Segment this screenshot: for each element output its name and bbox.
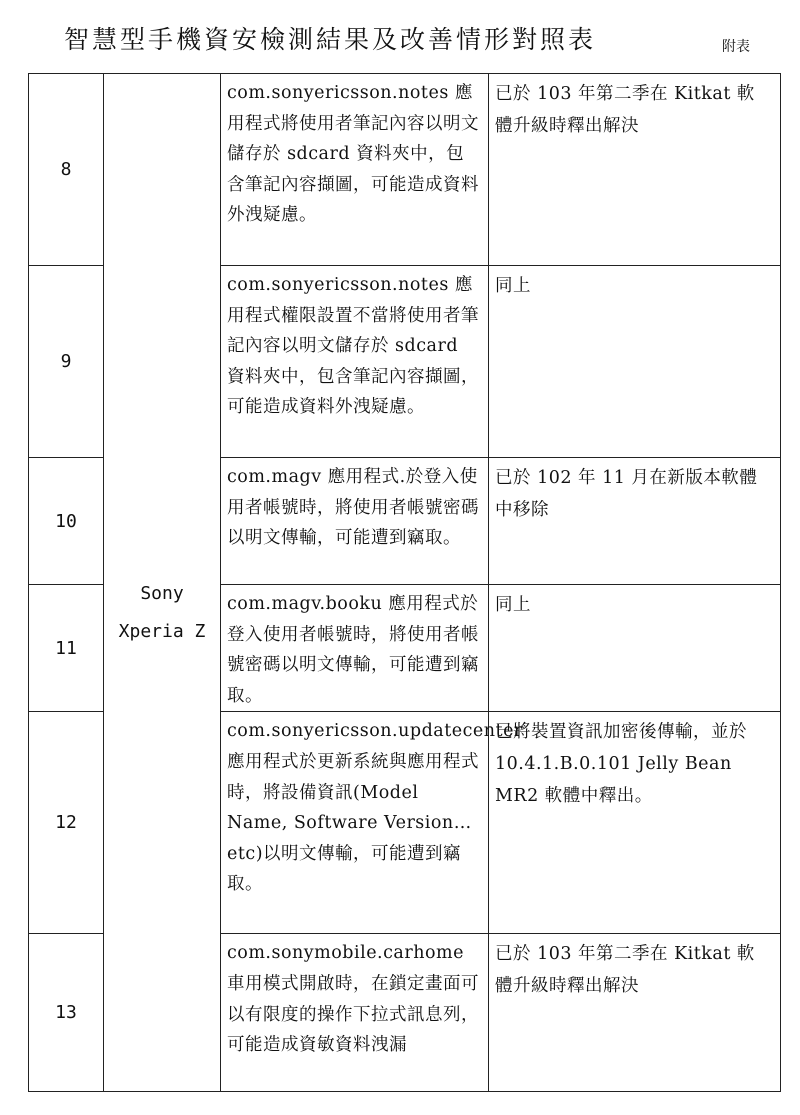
annex-label: 附表 — [722, 39, 750, 55]
item-number: 13 — [29, 934, 104, 1092]
improvement-result: 已於 102 年 11 月在新版本軟體中移除 — [489, 458, 781, 585]
results-table — [28, 73, 781, 1092]
device-model: Xperia Z — [118, 620, 206, 642]
item-number: 11 — [29, 585, 104, 712]
improvement-result: 已於 103 年第二季在 Kitkat 軟體升級時釋出解決 — [489, 74, 781, 266]
issue-description: com.sonyericsson.notes 應用程式權限設置不當將使用者筆記內容以明文儲存於 sdcard 資料夾中，包含筆記內容擷圖，可能造成資料外洩疑慮。 — [221, 266, 489, 458]
device-brand: Sony — [140, 582, 184, 604]
improvement-result: 已將裝置資訊加密後傳輸，並於 10.4.1.B.0.101 Jelly Bean MR2 軟體中釋出。 — [489, 712, 781, 934]
table-row — [29, 74, 781, 266]
issue-description: com.sonyericsson.updatecenter 應用程式於更新系統與應用程式時，將設備資訊(Model Name, Software Version…etc)以明文傳輸，可能遭到竊取。 — [221, 712, 489, 934]
improvement-result: 已於 103 年第二季在 Kitkat 軟體升級時釋出解決 — [489, 934, 781, 1092]
item-number: 10 — [29, 458, 104, 585]
issue-description: com.magv.booku 應用程式於登入使用者帳號時，將使用者帳號密碼以明文傳輸，可能遭到竊取。 — [221, 585, 489, 712]
improvement-result: 同上 — [489, 266, 781, 458]
item-number: 9 — [29, 266, 104, 458]
document-title: 智慧型手機資安檢測結果及改善情形對照表 — [64, 25, 597, 54]
issue-description: com.sonymobile.carhome 車用模式開啟時，在鎖定畫面可以有限度的操作下拉式訊息列，可能造成資敏資料洩漏 — [221, 934, 489, 1092]
improvement-result: 同上 — [489, 585, 781, 712]
issue-description: com.sonyericsson.notes 應用程式將使用者筆記內容以明文儲存於 sdcard 資料夾中，包含筆記內容擷圖，可能造成資料外洩疑慮。 — [221, 74, 489, 266]
device-cell — [104, 74, 221, 1092]
issue-description: com.magv 應用程式.於登入使用者帳號時，將使用者帳號密碼以明文傳輸，可能遭到竊取。 — [221, 458, 489, 585]
item-number: 12 — [29, 712, 104, 934]
item-number: 8 — [29, 74, 104, 266]
